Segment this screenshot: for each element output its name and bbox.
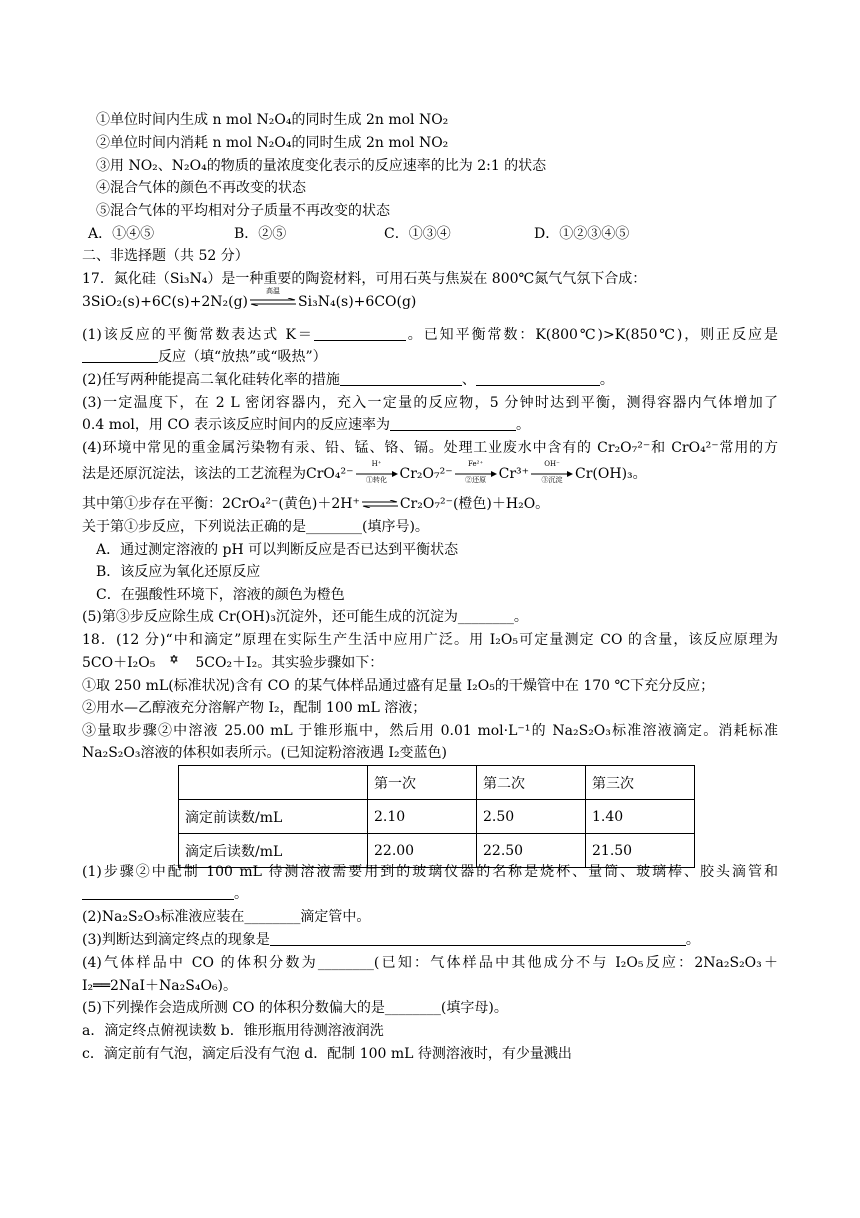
blank bbox=[270, 931, 686, 946]
q18-part1-line1: (1)步骤②中配制 100 mL 待测溶液需要用到的玻璃仪器的名称是烧杯、量筒、玻璃棒、胶头滴管和 bbox=[82, 864, 778, 880]
q17-part2: (2)任写两种能提高二氧化硅转化率的措施 、 。 bbox=[82, 372, 614, 388]
q17-intro: 17．氮化硅（Si₃N₄）是一种重要的陶瓷材料，可用石英与焦炭在 800℃氮气气氛下合成： bbox=[82, 271, 647, 287]
flow-species: CrO₄²⁻ bbox=[306, 466, 354, 482]
q17-part4-equilibrium: 其中第①步存在平衡：2CrO₄²⁻(黄色)＋2H⁺ Cr₂O₇²⁻(橙色)＋H₂O。 bbox=[82, 496, 550, 512]
q18-part4-line1: (4)气体样品中 CO 的体积分数为________(已知：气体样品中其他成分不与 I₂O₅反应：2Na₂S₂O₃＋ bbox=[82, 955, 778, 971]
q17-eq-left: 3SiO₂(s)+6C(s)+2N₂(g) bbox=[82, 294, 249, 310]
q18-part2: (2)Na₂S₂O₃标准液应装在________滴定管中。 bbox=[82, 909, 371, 925]
q17-part1-line2: 反应（填“放热”或“吸热”） bbox=[82, 347, 327, 367]
q17-option-a: A．通过测定溶液的 pH 可以判断反应是否已达到平衡状态 bbox=[96, 542, 459, 558]
equilibrium-arrow-icon bbox=[362, 500, 398, 508]
table-header bbox=[179, 766, 368, 800]
condition-2: ②单位时间内消耗 n mol N₂O₄的同时生成 2n mol NO₂ bbox=[96, 135, 449, 151]
q18-options-ab: a．滴定终点俯视读数 b．锥形瓶用待测溶液润洗 bbox=[82, 1023, 384, 1039]
condition-4: ④混合气体的颜色不再改变的状态 bbox=[96, 180, 306, 196]
table-header-row bbox=[179, 766, 695, 800]
q17-eq-right: Si₃N₄(s)+6CO(g) bbox=[298, 294, 417, 310]
flow-species: Cr³⁺ bbox=[498, 466, 530, 482]
q17-part1-line1: (1)该反应的平衡常数表达式 K＝ 。已知平衡常数：K(800℃)>K(850℃)，则正反应是 bbox=[82, 327, 778, 343]
q17-equation bbox=[82, 287, 417, 312]
table-cell: 2.10 bbox=[368, 800, 477, 834]
q18-intro: 18．(12 分)“中和滴定”原理在实际生产生活中应用广泛。用 I₂O₅可定量测定 CO 的含量，该反应原理为 bbox=[82, 632, 778, 648]
q17-flow: 法是还原沉淀法，该法的工艺流程为CrO₄²⁻ H⁺ ①转化 Cr₂O₇²⁻ Fe²⁺ ②还原 Cr³⁺ OH⁻ ③沉淀 Cr(OH)₃。 bbox=[82, 460, 647, 484]
q16-option-d: D．①②③④⑤ bbox=[534, 226, 630, 242]
flow-species: Cr₂O₇²⁻ bbox=[399, 466, 453, 482]
q17-part3-line2: 0.4 mol，用 CO 表示该反应时间内的反应速率为 。 bbox=[82, 417, 530, 433]
titration-table bbox=[178, 765, 695, 868]
blank bbox=[340, 371, 462, 386]
table-cell: 22.50 bbox=[477, 834, 586, 868]
q18-step2: ②用水—乙醇液充分溶解产物 I₂，配制 100 mL 溶液； bbox=[82, 700, 427, 716]
table-cell: 2.50 bbox=[477, 800, 586, 834]
condition-1: ①单位时间内生成 n mol N₂O₄的同时生成 2n mol NO₂ bbox=[96, 112, 449, 128]
table-cell: 1.40 bbox=[586, 800, 695, 834]
q18-equation: 5CO＋I₂O₅ 5CO₂＋I₂。其实验步骤如下： bbox=[82, 655, 384, 671]
table-cell: 22.00 bbox=[368, 834, 477, 868]
q17-part3-line1: (3)一定温度下，在 2 L 密闭容器内，充入一定量的反应物，5 分钟时达到平衡，测得容器内气体增加了 bbox=[82, 395, 778, 411]
table-header: 第一次 bbox=[368, 766, 477, 800]
q18-step1: ①取 250 mL(标准状况)含有 CO 的某气体样品通过盛有足量 I₂O₅的干燥管中在 170 ℃下充分反应； bbox=[82, 678, 715, 694]
q16-option-b: B．②⑤ bbox=[234, 226, 287, 242]
flow-species: Cr(OH)₃。 bbox=[575, 466, 647, 482]
flow-arrow-icon: OH⁻ ③沉淀 bbox=[531, 471, 573, 477]
q18-step3-line1: ③量取步骤②中溶液 25.00 mL 于锥形瓶中，然后用 0.01 mol·L⁻¹的 Na₂S₂O₃标准溶液滴定。消耗标准 bbox=[82, 723, 778, 739]
section-title: 二、非选择题（共 52 分） bbox=[82, 248, 249, 264]
q18-part1-line2: 。 bbox=[82, 884, 248, 904]
q17-part5: (5)第③步反应除生成 Cr(OH)₃沉淀外，还可能生成的沉淀为________。 bbox=[82, 609, 528, 625]
q17-option-c: C．在强酸性环境下，溶液的颜色为橙色 bbox=[96, 587, 345, 603]
condition-3: ③用 NO₂、N₂O₄的物质的量浓度变化表示的反应速率的比为 2:1 的状态 bbox=[96, 158, 547, 174]
q18-options-cd: c．滴定前有气泡，滴定后没有气泡 d．配制 100 mL 待测溶液时，有少量溅出 bbox=[82, 1046, 572, 1062]
q18-part4-line2: I₂══2NaI＋Na₂S₄O₆)。 bbox=[82, 978, 237, 994]
flow-arrow-icon: Fe²⁺ ②还原 bbox=[455, 471, 497, 477]
q18-part3: (3)判断达到滴定终点的现象是 。 bbox=[82, 932, 700, 948]
q17-part4-line1: (4)环境中常见的重金属污染物有汞、铅、锰、铬、镉。处理工业废水中含有的 Cr₂O₇²⁻和 CrO₄²⁻常用的方 bbox=[82, 440, 778, 456]
q17-eq-condition: 高温 bbox=[266, 287, 281, 295]
q16-option-a: A．①④⑤ bbox=[88, 226, 155, 242]
q16-option-c: C．①③④ bbox=[384, 226, 451, 242]
q18-part5: (5)下列操作会造成所测 CO 的体积分数偏大的是________(填字母)。 bbox=[82, 1000, 508, 1016]
equilibrium-arrow-icon bbox=[250, 287, 296, 306]
table-cell: 滴定后读数/mL bbox=[179, 834, 368, 868]
q17-option-b: B．该反应为氧化还原反应 bbox=[96, 564, 261, 580]
table-header: 第二次 bbox=[477, 766, 586, 800]
condition-5: ⑤混合气体的平均相对分子质量不再改变的状态 bbox=[96, 203, 390, 219]
q17-part4-question: 关于第①步反应，下列说法正确的是________(填序号)。 bbox=[82, 519, 429, 535]
table-header: 第三次 bbox=[586, 766, 695, 800]
table-cell: 21.50 bbox=[586, 834, 695, 868]
flow-arrow-icon: H⁺ ①转化 bbox=[356, 471, 398, 477]
table-cell: 滴定前读数/mL bbox=[179, 800, 368, 834]
blank bbox=[82, 348, 158, 363]
blank bbox=[82, 885, 234, 900]
table-row bbox=[179, 800, 695, 834]
blank bbox=[314, 326, 406, 341]
q18-step3-line2: Na₂S₂O₃溶液的体积如表所示。(已知淀粉溶液遇 I₂变蓝色) bbox=[82, 745, 448, 761]
blank bbox=[390, 416, 516, 431]
blank bbox=[476, 371, 600, 386]
